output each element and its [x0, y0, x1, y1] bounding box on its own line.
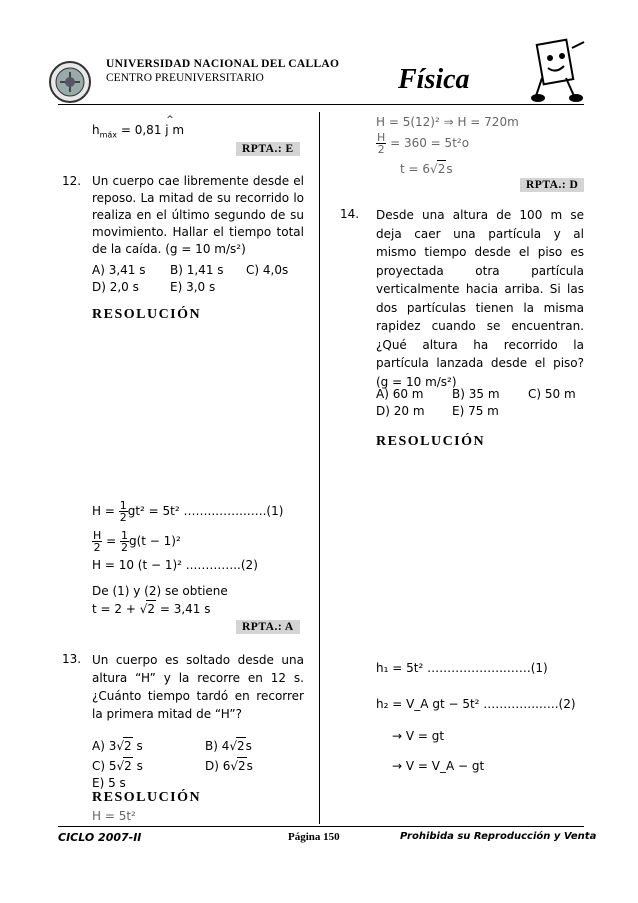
option-13-c: C) 5√2 s [92, 759, 143, 773]
answer-badge-e: RPTA.: E [236, 142, 300, 156]
option-14-d: D) 20 m [376, 404, 425, 418]
option-14-b: B) 35 m [452, 387, 500, 401]
right-h2-eq: h₂ = V_A gt − 5t² …………..…..(2) [376, 697, 576, 711]
right-v1-eq: → V = gt [392, 729, 445, 743]
subject-title: Física [398, 64, 470, 95]
problem-14-number: 14. [340, 207, 360, 221]
footer-page: Página 150 [288, 831, 340, 843]
equation-3: H = 10 (t − 1)² ..…….…..(2) [92, 558, 258, 572]
right-v2-eq: → V = V_A − gt [392, 759, 485, 773]
right-eq-a: H = 5(12)² ⇒ H = 720m [376, 115, 519, 129]
footer-rule [58, 826, 584, 827]
university-name: UNIVERSIDAD NACIONAL DEL CALLAO [106, 58, 340, 70]
option-14-c: C) 50 m [528, 387, 576, 401]
column-divider [319, 112, 320, 824]
center-name: CENTRO PREUNIVERSITARIO [106, 72, 264, 84]
problem-14-text: Desde una altura de 100 m se deja caer una partícula y al mismo tiempo desde el piso es proyectada otra partícula verticalmente hacia arriba. Si las dos partículas tienen la misma rapidez cuando se encuentran. ¿Qué altura ha recorrido la partícula lanzada desde el piso? (g = 10 m/s²) [376, 208, 584, 389]
bottom-equation: H = 5t² [92, 809, 136, 823]
problem-13-text: Un cuerpo es soltado desde una altura “H” y la recorre en 12 s. ¿Cuánto tiempo tardó en recorrer la primera mitad de “H”? [92, 653, 304, 721]
option-e: E) 3,0 s [170, 280, 216, 294]
university-logo [48, 60, 92, 104]
option-14-a: A) 60 m [376, 387, 424, 401]
option-a: A) 3,41 s [92, 263, 146, 277]
header-rule [58, 104, 584, 105]
footer-cycle: CICLO 2007-II [58, 831, 142, 844]
problem-13-number: 13. [62, 652, 82, 666]
equation-1: H = $\frac{1}{2}$ gt² = 5t² ……..……..…..(1) [92, 499, 284, 524]
resolucion-heading-3: RESOLUCIÓN [376, 434, 486, 449]
option-13-e: E) 5 s [92, 776, 126, 790]
resolucion-heading-2: RESOLUCIÓN [92, 790, 202, 805]
equation-4: De (1) y (2) se obtiene [92, 584, 228, 598]
resolucion-heading: RESOLUCIÓN [92, 307, 202, 322]
hmax-equation: $h_{máx} = 0,81$ ^ j m [92, 115, 185, 140]
option-14-e: E) 75 m [452, 404, 499, 418]
option-13-d: D) 6√2s [205, 759, 253, 773]
option-b: B) 1,41 s [170, 263, 224, 277]
equation-5: t = 2 + √2 = 3,41 s [92, 602, 211, 616]
option-13-a: A) 3√2 s [92, 739, 143, 753]
option-c: C) 4,0s [246, 263, 289, 277]
right-h1-eq: h₁ = 5t² ……………….…….(1) [376, 661, 548, 675]
footer-notice: Prohibida su Reproducción y Venta [400, 831, 597, 842]
option-13-b: B) 4√2s [205, 739, 252, 753]
answer-badge-d: RPTA.: D [520, 178, 584, 192]
right-eq-c: t = 6√2s [400, 162, 453, 176]
option-d: D) 2,0 s [92, 280, 139, 294]
answer-badge-a: RPTA.: A [236, 620, 300, 634]
mascot-illustration [528, 38, 588, 104]
right-eq-b: $\frac{H}{2}$ = 360 = 5t²o [377, 131, 470, 156]
problem-12-text: Un cuerpo cae libremente desde el reposo. La mitad de su recorrido lo realiza en el último segundo de su movimiento. Hallar el tiempo total de la caída. (g = 10 m/s²) [92, 174, 304, 256]
equation-2: $\frac{H}{2}$ = $\frac{1}{2}$ g(t − 1)² [93, 529, 181, 554]
problem-12-number: 12. [62, 174, 82, 188]
